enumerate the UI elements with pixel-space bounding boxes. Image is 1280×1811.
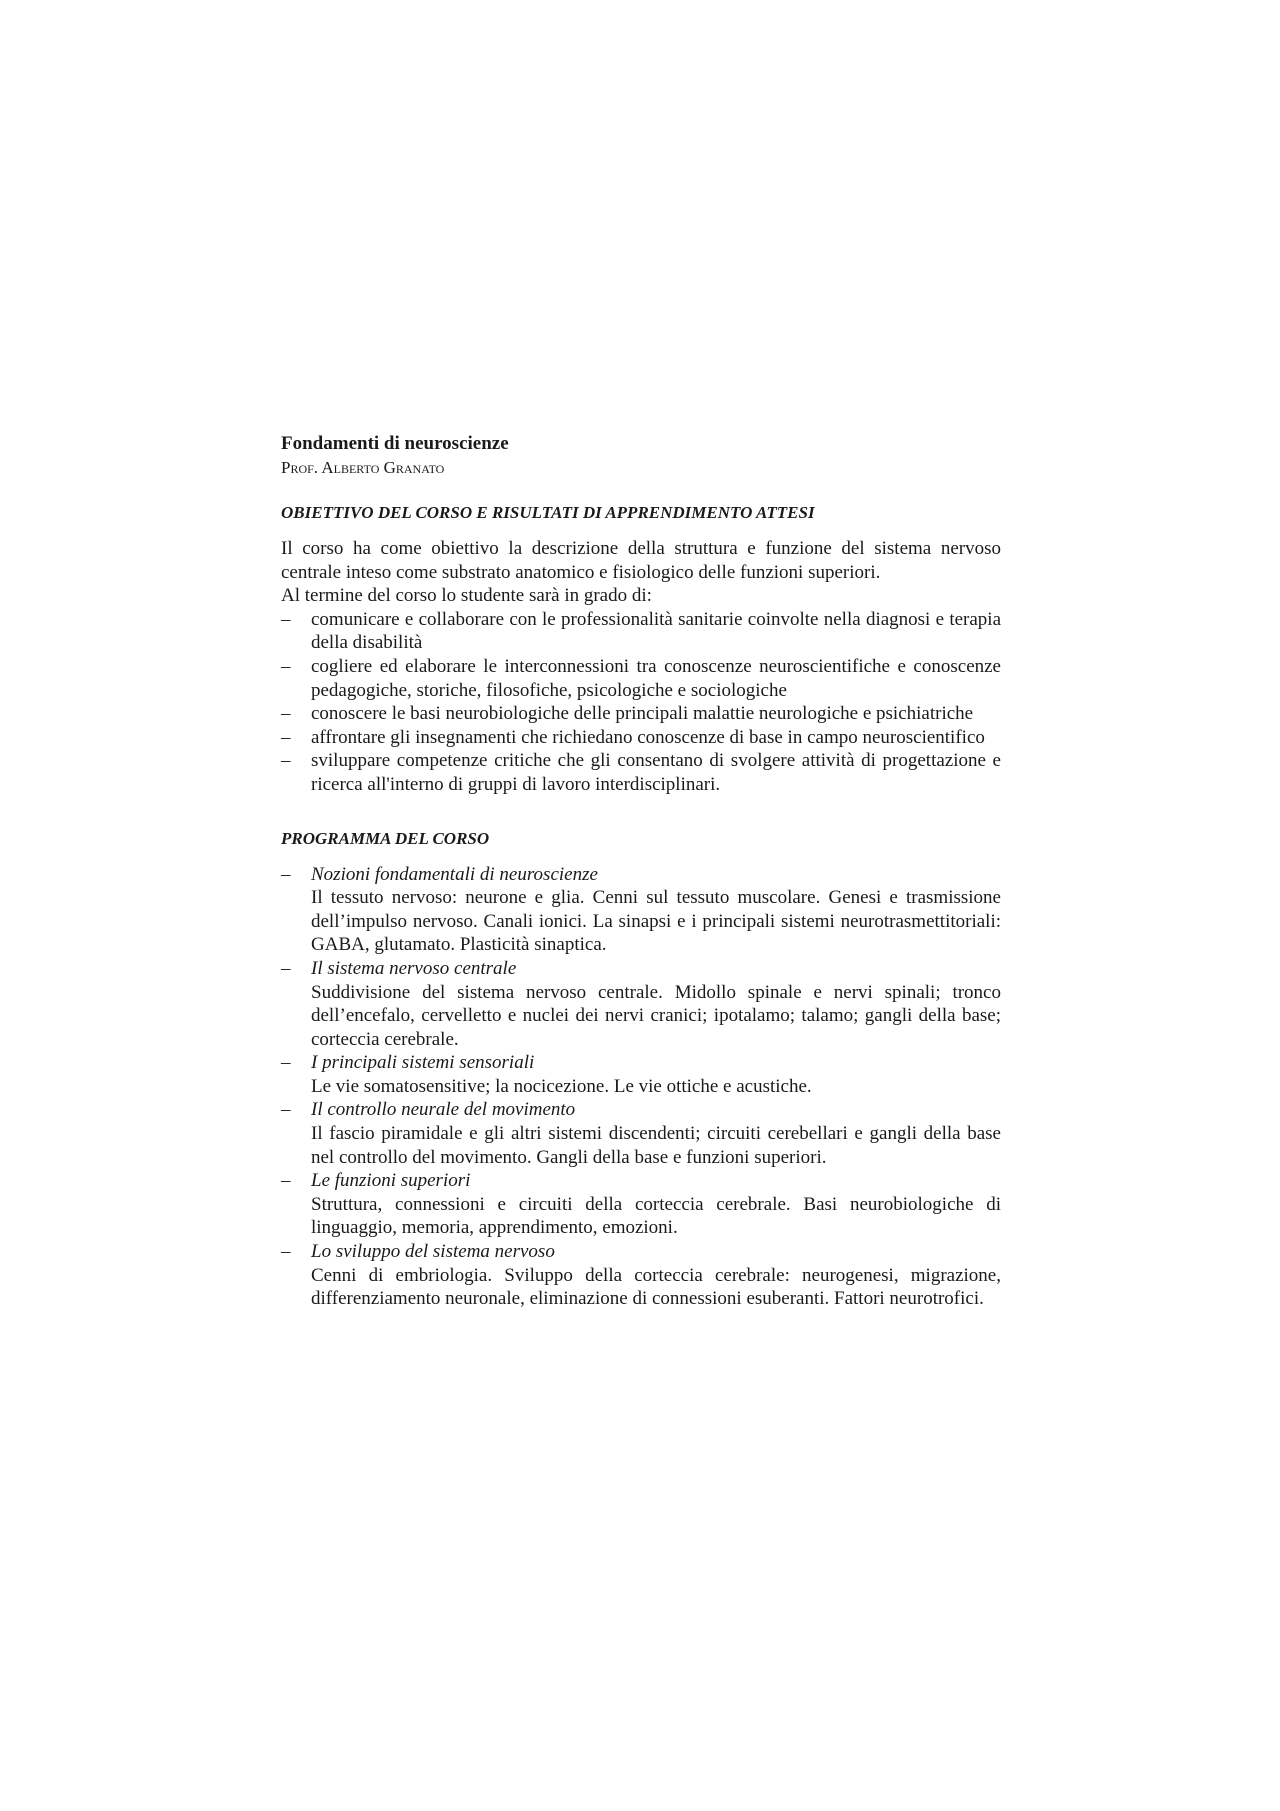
list-item (281, 655, 1001, 702)
topic-title: Nozioni fondamentali di neuroscienze (311, 863, 598, 885)
list-item-text: sviluppare competenze critiche che gli consentano di svolgere attività di progettazione e ricerca all'interno di gruppi di lavoro interdisciplinari. (311, 750, 1001, 795)
program-topic (281, 1098, 1001, 1169)
dash-bullet-icon: – (281, 655, 291, 677)
topic-description: Struttura, connessioni e circuiti della corteccia cerebrale. Basi neurobiologiche di linguaggio, memoria, apprendimento, emozioni. (311, 1193, 1001, 1239)
list-item-text: conoscere le basi neurobiologiche delle principali malattie neurologiche e psichiatriche (311, 703, 974, 725)
program-topic (281, 863, 1001, 957)
objectives-list (281, 608, 1001, 797)
objectives-heading: OBIETTIVO DEL CORSO E RISULTATI DI APPRENDIMENTO ATTESI (281, 503, 815, 522)
list-item-text: comunicare e collaborare con le professionalità sanitarie coinvolte nella diagnosi e terapia della disabilità (311, 608, 1001, 654)
program-list (281, 863, 1001, 1311)
topic-title: Il controllo neurale del movimento (311, 1099, 576, 1121)
topic-description: Le vie somatosensitive; la nocicezione. Le vie ottiche e acustiche. (311, 1075, 812, 1097)
program-topic (281, 1169, 1001, 1240)
topic-title: I principali sistemi sensoriali (311, 1052, 535, 1074)
objectives-lead: Al termine del corso lo studente sarà in grado di: (281, 585, 652, 607)
dash-bullet-icon: – (281, 1241, 291, 1263)
objectives-section (281, 537, 1001, 797)
list-item (281, 608, 1001, 655)
dash-bullet-icon: – (281, 863, 291, 885)
program-topic (281, 1240, 1001, 1311)
dash-bullet-icon: – (281, 1052, 291, 1074)
dash-bullet-icon: – (281, 703, 291, 725)
dash-bullet-icon: – (281, 608, 291, 630)
list-item-text: cogliere ed elaborare le interconnessioni tra conoscenze neuroscientifiche e conoscenze pedagogiche, storiche, filosofiche, psicologiche e sociologiche (311, 655, 1001, 701)
topic-description: Cenni di embriologia. Sviluppo della corteccia cerebrale: neurogenesi, migrazione, differenziamento neuronale, eliminazione di connessioni esuberanti. Fattori neurotrofici. (311, 1264, 1001, 1310)
topic-title: Lo sviluppo del sistema nervoso (311, 1241, 555, 1263)
dash-bullet-icon: – (281, 957, 291, 979)
list-item (281, 749, 1001, 796)
professor-name: Prof. Alberto Granato (281, 458, 445, 477)
list-item (281, 726, 1001, 750)
topic-description: Il fascio piramidale e gli altri sistemi discendenti; circuiti cerebellari e gangli della base nel controllo del movimento. Gangli della base e funzioni superiori. (311, 1123, 1001, 1168)
objectives-intro: Il corso ha come obiettivo la descrizione della struttura e funzione del sistema nervoso centrale inteso come substrato anatomico e fisiologico delle funzioni superiori. (281, 538, 1001, 583)
list-item (281, 702, 1001, 726)
dash-bullet-icon: – (281, 1099, 291, 1121)
topic-title: Il sistema nervoso centrale (311, 957, 517, 979)
topic-description: Il tessuto nervoso: neurone e glia. Cenni sul tessuto muscolare. Genesi e trasmissione dell’impulso nervoso. Canali ionici. La sinapsi e i principali sistemi neurotrasmettitoriali: GABA, glutamato. Plasticità sinaptica. (311, 887, 1001, 956)
document-page (281, 431, 1001, 1311)
course-title: Fondamenti di neuroscienze (281, 433, 509, 454)
program-topic (281, 957, 1001, 1051)
topic-description: Suddivisione del sistema nervoso centrale. Midollo spinale e nervi spinali; tronco dell’encefalo, cervelletto e nuclei dei nervi cranici; ipotalamo; talamo; gangli della base; corteccia cerebrale. (311, 981, 1001, 1050)
dash-bullet-icon: – (281, 750, 291, 772)
program-heading: PROGRAMMA DEL CORSO (281, 828, 490, 848)
program-topic (281, 1051, 1001, 1098)
dash-bullet-icon: – (281, 1170, 291, 1192)
topic-title: Le funzioni superiori (311, 1170, 471, 1192)
list-item-text: affrontare gli insegnamenti che richiedano conoscenze di base in campo neuroscientifico (311, 726, 985, 748)
dash-bullet-icon: – (281, 726, 291, 748)
